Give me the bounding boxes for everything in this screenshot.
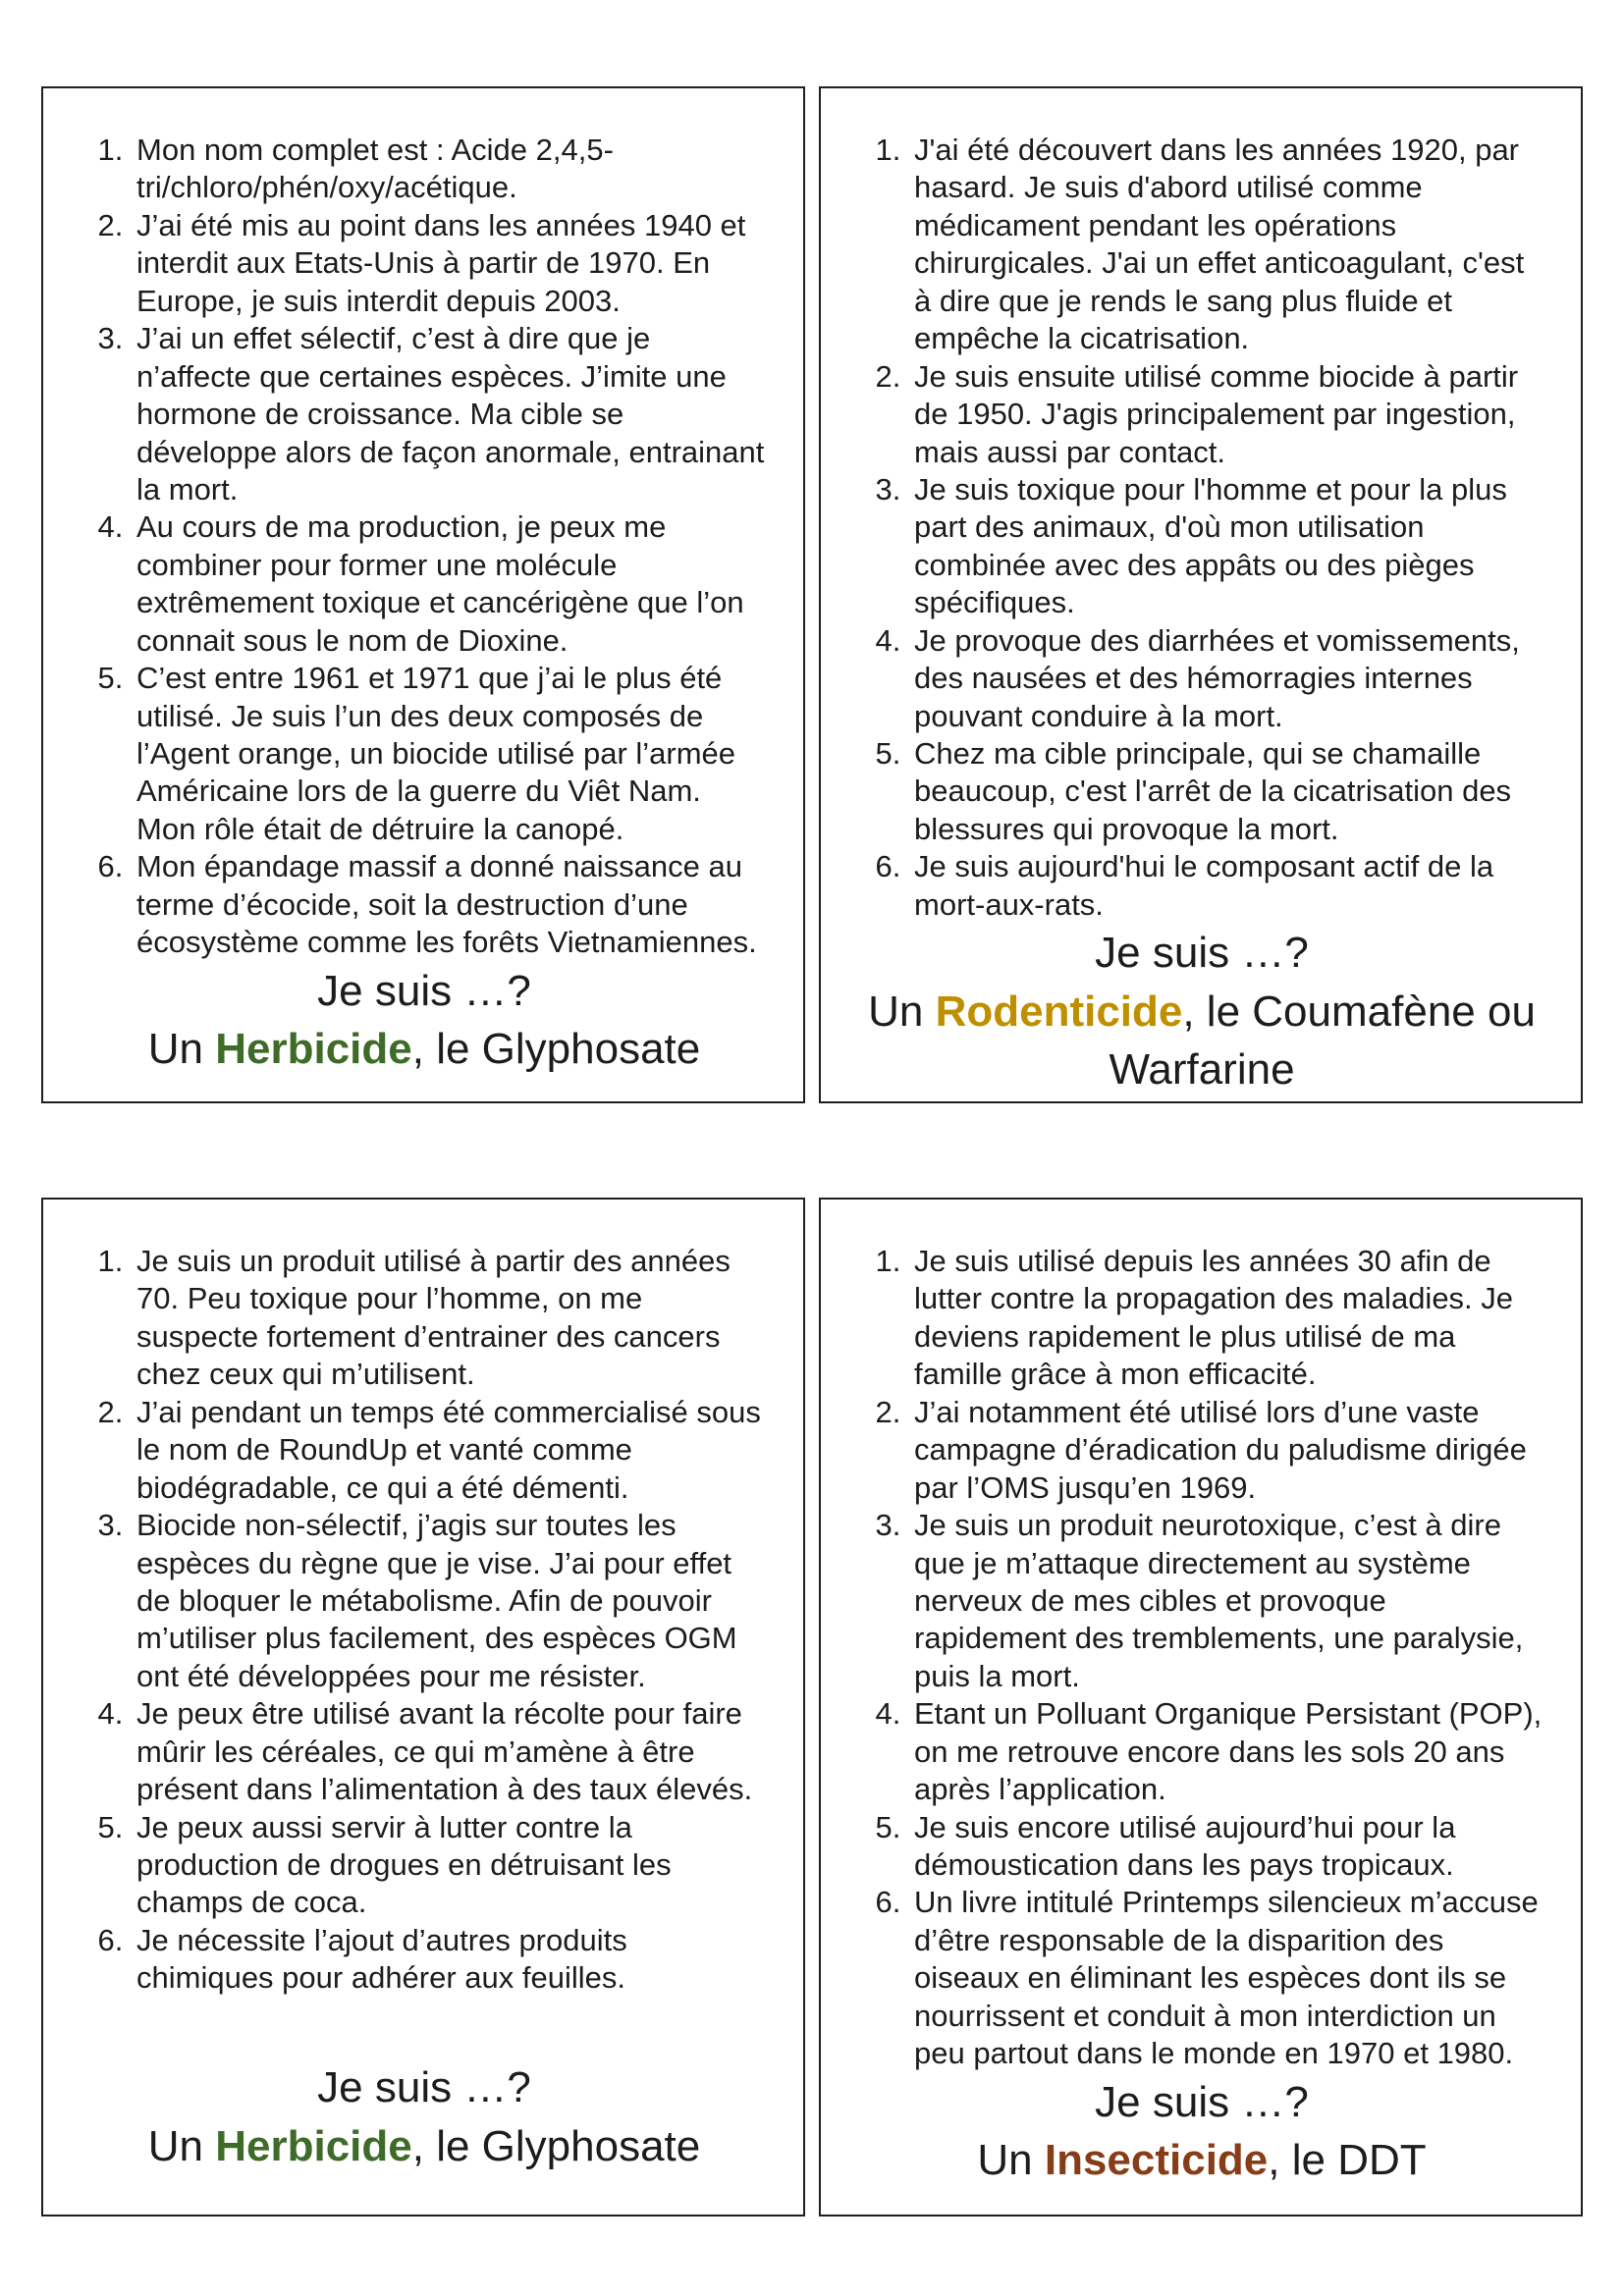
answer-line [860, 983, 1543, 1099]
clue-item: 2. J’ai été mis au point dans les années 1940 et interdit aux Etats-Unis à partir de 1970. En Europe, je suis interdit depuis 2003. [132, 207, 766, 320]
clue-item: 2. J’ai notamment été utilisé lors d’une vaste campagne d’éradication du paludisme dirigée par l’OMS jusqu’en 1969. [909, 1394, 1543, 1507]
answer-line [82, 2117, 766, 2175]
clue-item: 5. Je peux aussi servir à lutter contre la production de drogues en détruisant les champs de coca. [132, 1809, 766, 1922]
quiz-card-top-right [819, 86, 1583, 1103]
answer-suffix: , le Coumafène ou Warfarine [1109, 987, 1536, 1094]
answer-block [860, 2073, 1543, 2194]
clue-item: 6. Mon épandage massif a donné naissance au terme d’écocide, soit la destruction d’une écosystème comme les forêts Vietnamiennes. [132, 848, 766, 961]
answer-prefix: Un [977, 2136, 1045, 2185]
clue-item: 4. Je provoque des diarrhées et vomissements, des nausées et des hémorragies internes pouvant conduire à la mort. [909, 622, 1543, 735]
clue-list [860, 132, 1543, 924]
quiz-card-bottom-right [819, 1198, 1583, 2216]
clue-list [860, 1243, 1543, 2073]
clue-item: 2. Je suis ensuite utilisé comme biocide à partir de 1950. J'agis principalement par ingestion, mais aussi par contact. [909, 358, 1543, 471]
answer-suffix: , le Glyphosate [411, 2121, 701, 2170]
clue-item: 4. Au cours de ma production, je peux me combiner pour former une molécule extrêmement toxique et cancérigène que l’on connait sous le nom de Dioxine. [132, 508, 766, 660]
answer-keyword: Insecticide [1044, 2136, 1269, 2185]
answer-suffix: , le Glyphosate [411, 1025, 701, 1074]
answer-prefix: Un [147, 1025, 216, 1074]
card-grid [41, 86, 1583, 2216]
question-line: Je suis …? [317, 966, 531, 1015]
clue-item: 6. Je suis aujourd'hui le composant actif de la mort-aux-rats. [909, 848, 1543, 924]
clue-item: 1. J'ai été découvert dans les années 1920, par hasard. Je suis d'abord utilisé comme médicament pendant les opérations chirurgicales. J'ai un effet anticoagulant, c'est à dire que je rends le sang plus fluide et empêche la cicatrisation. [909, 132, 1543, 358]
clue-item: 2. J’ai pendant un temps été commercialisé sous le nom de RoundUp et vanté comme biodégradable, ce qui a été démenti. [132, 1394, 766, 1507]
answer-prefix: Un [147, 2121, 216, 2170]
answer-keyword: Herbicide [215, 2121, 412, 2170]
clue-item: 3. Je suis toxique pour l'homme et pour la plus part des animaux, d'où mon utilisation combinée avec des appâts ou des pièges spécifiques. [909, 471, 1543, 622]
answer-line [82, 1020, 766, 1078]
clue-item: 1. Je suis utilisé depuis les années 30 afin de lutter contre la propagation des maladies. Je deviens rapidement le plus utilisé de ma famille grâce à mon efficacité. [909, 1243, 1543, 1394]
question-line: Je suis …? [1095, 929, 1309, 978]
clue-item: 4. Je peux être utilisé avant la récolte pour faire mûrir les céréales, ce qui m’amène à être présent dans l’alimentation à des taux élevés. [132, 1695, 766, 1808]
answer-suffix: , le DDT [1268, 2136, 1427, 2185]
clue-item: 6. Un livre intitulé Printemps silencieux m’accuse d’être responsable de la disparition des oiseaux en éliminant les espèces dont ils se nourrissent et conduit à mon interdiction un peu partout dans le monde en 1970 et 1980. [909, 1884, 1543, 2072]
answer-prefix: Un [868, 987, 936, 1036]
clue-item: 6. Je nécessite l’ajout d’autres produits chimiques pour adhérer aux feuilles. [132, 1922, 766, 1998]
clue-item: 3. Biocide non-sélectif, j’agis sur toutes les espèces du règne que je vise. J’ai pour effet de bloquer le métabolisme. Afin de pouvoir m’utiliser plus facilement, des espèces OGM ont été développées pour me résister. [132, 1507, 766, 1695]
answer-line [860, 2131, 1543, 2189]
clue-item: 3. Je suis un produit neurotoxique, c’est à dire que je m’attaque directement au système nerveux de mes cibles et provoque rapidement des tremblements, une paralysie, puis la mort. [909, 1507, 1543, 1695]
answer-block [860, 924, 1543, 1102]
quiz-card-top-left [41, 86, 805, 1103]
question-line: Je suis …? [1095, 2077, 1309, 2126]
clue-item: 5. Je suis encore utilisé aujourd’hui pour la démoustication dans les pays tropicaux. [909, 1809, 1543, 1885]
clue-item: 3. J’ai un effet sélectif, c’est à dire que je n’affecte que certaines espèces. J’imite une hormone de croissance. Ma cible se développe alors de façon anormale, entrainant la mort. [132, 320, 766, 508]
clue-item: 4. Etant un Polluant Organique Persistant (POP), on me retrouve encore dans les sols 20 ans après l’application. [909, 1695, 1543, 1808]
clue-list [82, 1243, 766, 1998]
clue-item: 1. Mon nom complet est : Acide 2,4,5-tri/chloro/phén/oxy/acétique. [132, 132, 766, 207]
answer-block [82, 2058, 766, 2179]
clue-item: 1. Je suis un produit utilisé à partir des années 70. Peu toxique pour l’homme, on me suspecte fortement d’entrainer des cancers chez ceux qui m’utilisent. [132, 1243, 766, 1394]
answer-keyword: Herbicide [215, 1025, 412, 1074]
clue-item: 5. Chez ma cible principale, qui se chamaille beaucoup, c'est l'arrêt de la cicatrisation des blessures qui provoque la mort. [909, 735, 1543, 848]
question-line: Je suis …? [317, 2063, 531, 2112]
answer-keyword: Rodenticide [935, 987, 1183, 1036]
quiz-card-bottom-left [41, 1198, 805, 2216]
clue-list [82, 132, 766, 962]
answer-block [82, 962, 766, 1083]
clue-item: 5. C’est entre 1961 et 1971 que j’ai le plus été utilisé. Je suis l’un des deux composés de l’Agent orange, un biocide utilisé par l’armée Américaine lors de la guerre du Viêt Nam. Mon rôle était de détruire la canopé. [132, 660, 766, 848]
